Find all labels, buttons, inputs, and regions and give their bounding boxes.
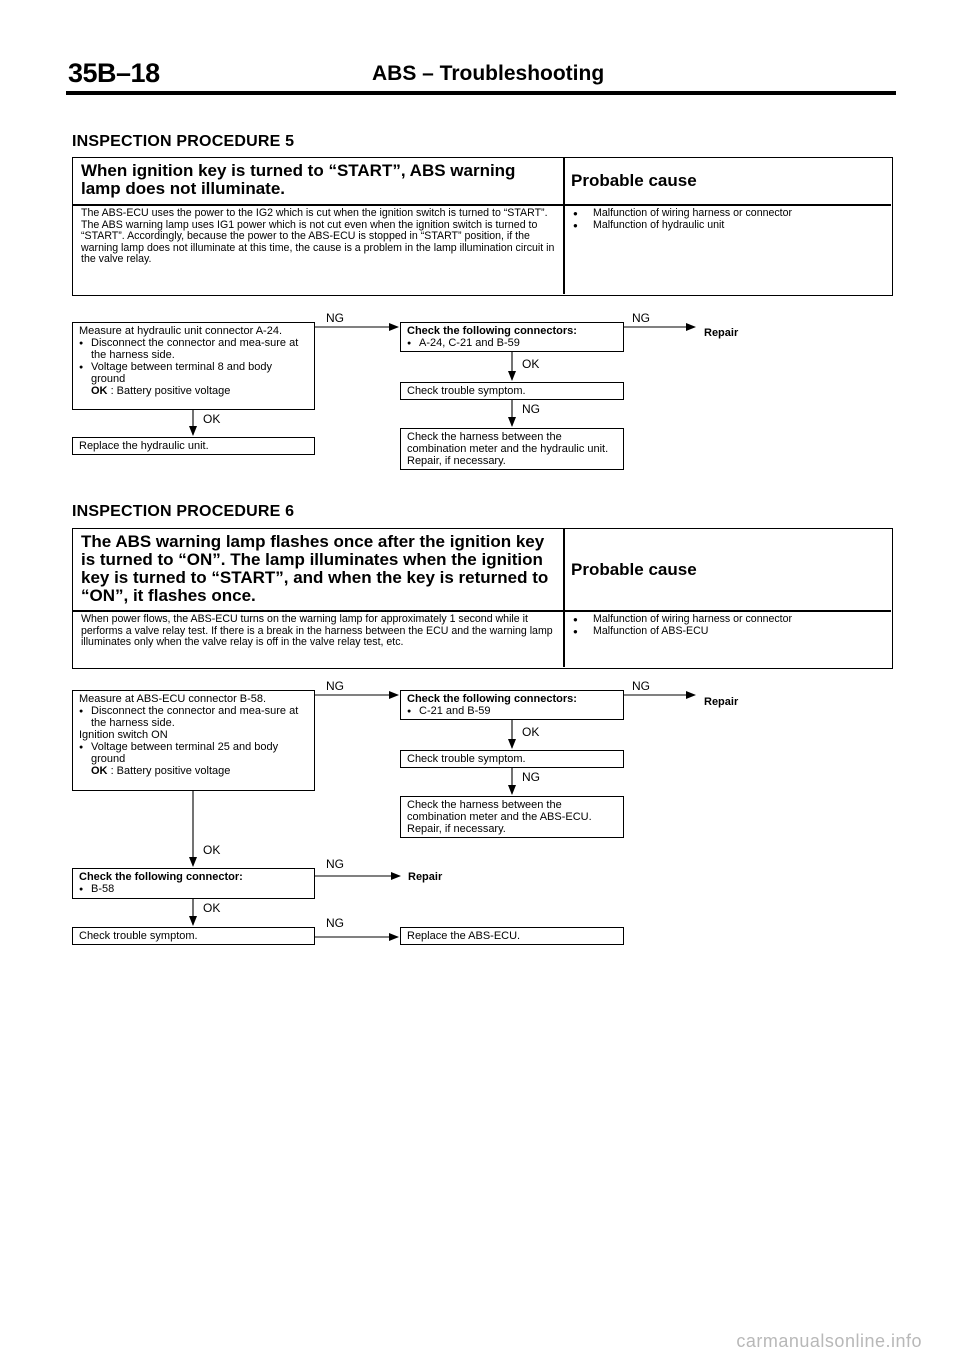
p6-ng-label: NG bbox=[326, 857, 344, 871]
p5-measure-item: ● Voltage between terminal 8 and body ground bbox=[79, 361, 308, 385]
procedure-6-title: INSPECTION PROCEDURE 6 bbox=[72, 503, 295, 520]
p6-check-connector-item: ● B-58 bbox=[79, 883, 308, 895]
p6-ng-label: NG bbox=[632, 679, 650, 693]
procedure-5-description: The ABS-ECU uses the power to the IG2 which is cut when the ignition switch is turned to “START”. The ABS warning lamp uses IG1 power which is not cut even when the ignition switch is turned to “START”. Accordingly, because the power to the ABS-ECU is stopped in “START” position, if the warning lamp does not illuminate at this time, the cause is a problem in the lamp illumination circuit in the valve relay. bbox=[81, 207, 555, 265]
p5-check-harness-box: Check the harness between the combination meter and the hydraulic unit. Repair, if necessary. bbox=[400, 428, 624, 470]
p5-repair: Repair bbox=[704, 327, 739, 339]
procedure-5-symptom: When ignition key is turned to “START”, ABS warning lamp does not illuminate. bbox=[81, 161, 516, 198]
p6-ok-arrow-label: OK bbox=[203, 843, 221, 857]
watermark: carmanualsonline.info bbox=[736, 1331, 922, 1351]
p6-check-connector-title: Check the following connector: bbox=[79, 871, 243, 883]
p5-ok-arrow-label: OK bbox=[522, 357, 540, 371]
p6-measure-condition: Ignition switch ON bbox=[79, 729, 168, 741]
p6-repair: Repair bbox=[408, 871, 443, 883]
p5-measure-title: Measure at hydraulic unit connector A-24. bbox=[79, 325, 283, 337]
p5-ng-label: NG bbox=[522, 402, 540, 416]
page-header-title: ABS – Troubleshooting bbox=[372, 62, 605, 85]
p6-replace-box: Replace the ABS-ECU. bbox=[400, 927, 624, 945]
p6-measure-title: Measure at ABS-ECU connector B-58. bbox=[79, 693, 267, 705]
page-number: 35B–18 bbox=[68, 58, 160, 88]
procedure-5-cause-header: Probable cause bbox=[571, 171, 697, 190]
procedure-6-description: When power flows, the ABS-ECU turns on the warning lamp for approximately 1 second while it performs a valve relay test. If there is a break in the harness between the ECU and the warning lamp illuminates only when the valve relay is off in the valve relay test, etc. bbox=[81, 613, 553, 648]
p5-check-connectors-item: ● A-24, C-21 and B-59 bbox=[407, 337, 617, 349]
p5-check-symptom-box: Check trouble symptom. bbox=[400, 382, 624, 400]
p5-replace-box: Replace the hydraulic unit. bbox=[72, 437, 315, 455]
p5-check-connectors-title: Check the following connectors: bbox=[407, 325, 577, 337]
p6-ng-label: NG bbox=[326, 679, 344, 693]
p6-check-symptom-box: Check trouble symptom. bbox=[400, 750, 624, 768]
p6-check-connectors-title: Check the following connectors: bbox=[407, 693, 577, 705]
procedure-5-title: INSPECTION PROCEDURE 5 bbox=[72, 133, 295, 150]
p5-ng-label: NG bbox=[632, 311, 650, 325]
p6-ok-arrow-label: OK bbox=[203, 901, 221, 915]
p5-measure-item: ● Disconnect the connector and mea-sure at the harness side. bbox=[79, 337, 308, 361]
p6-check-symptom2-box: Check trouble symptom. bbox=[72, 927, 315, 945]
cause-item: ● Malfunction of wiring harness or connector bbox=[571, 208, 885, 220]
procedure-6-symptom: The ABS warning lamp flashes once after the ignition key is turned to “ON”. The lamp illuminates when the ignition key is turned to “START”, and when the key is returned to “ON”, it flashes once. bbox=[81, 532, 549, 605]
cause-item: ● Malfunction of wiring harness or connector bbox=[571, 614, 885, 626]
p5-ok-label: OK bbox=[91, 385, 108, 397]
p6-measure-item: ● Voltage between terminal 25 and body ground bbox=[79, 741, 308, 765]
p6-repair: Repair bbox=[704, 696, 739, 708]
p6-ok-text: : Battery positive voltage bbox=[110, 765, 231, 777]
p5-ok-text: : Battery positive voltage bbox=[110, 385, 231, 397]
p6-measure-item: ● Disconnect the connector and mea-sure at the harness side. bbox=[79, 705, 308, 729]
p5-ng-label: NG bbox=[326, 311, 344, 325]
p5-ok-arrow-label: OK bbox=[203, 412, 221, 426]
p6-ng-label: NG bbox=[326, 916, 344, 930]
cause-item: ● Malfunction of hydraulic unit bbox=[571, 220, 885, 232]
cause-item: ● Malfunction of ABS-ECU bbox=[571, 626, 885, 638]
p6-ok-arrow-label: OK bbox=[522, 725, 540, 739]
p6-ng-label: NG bbox=[522, 770, 540, 784]
procedure-6-cause-header: Probable cause bbox=[571, 559, 697, 579]
p6-check-connectors-item: ● C-21 and B-59 bbox=[407, 705, 617, 717]
p6-ok-label: OK bbox=[91, 765, 108, 777]
p6-check-harness-box: Check the harness between the combination meter and the ABS-ECU. Repair, if necessary. bbox=[400, 796, 624, 838]
